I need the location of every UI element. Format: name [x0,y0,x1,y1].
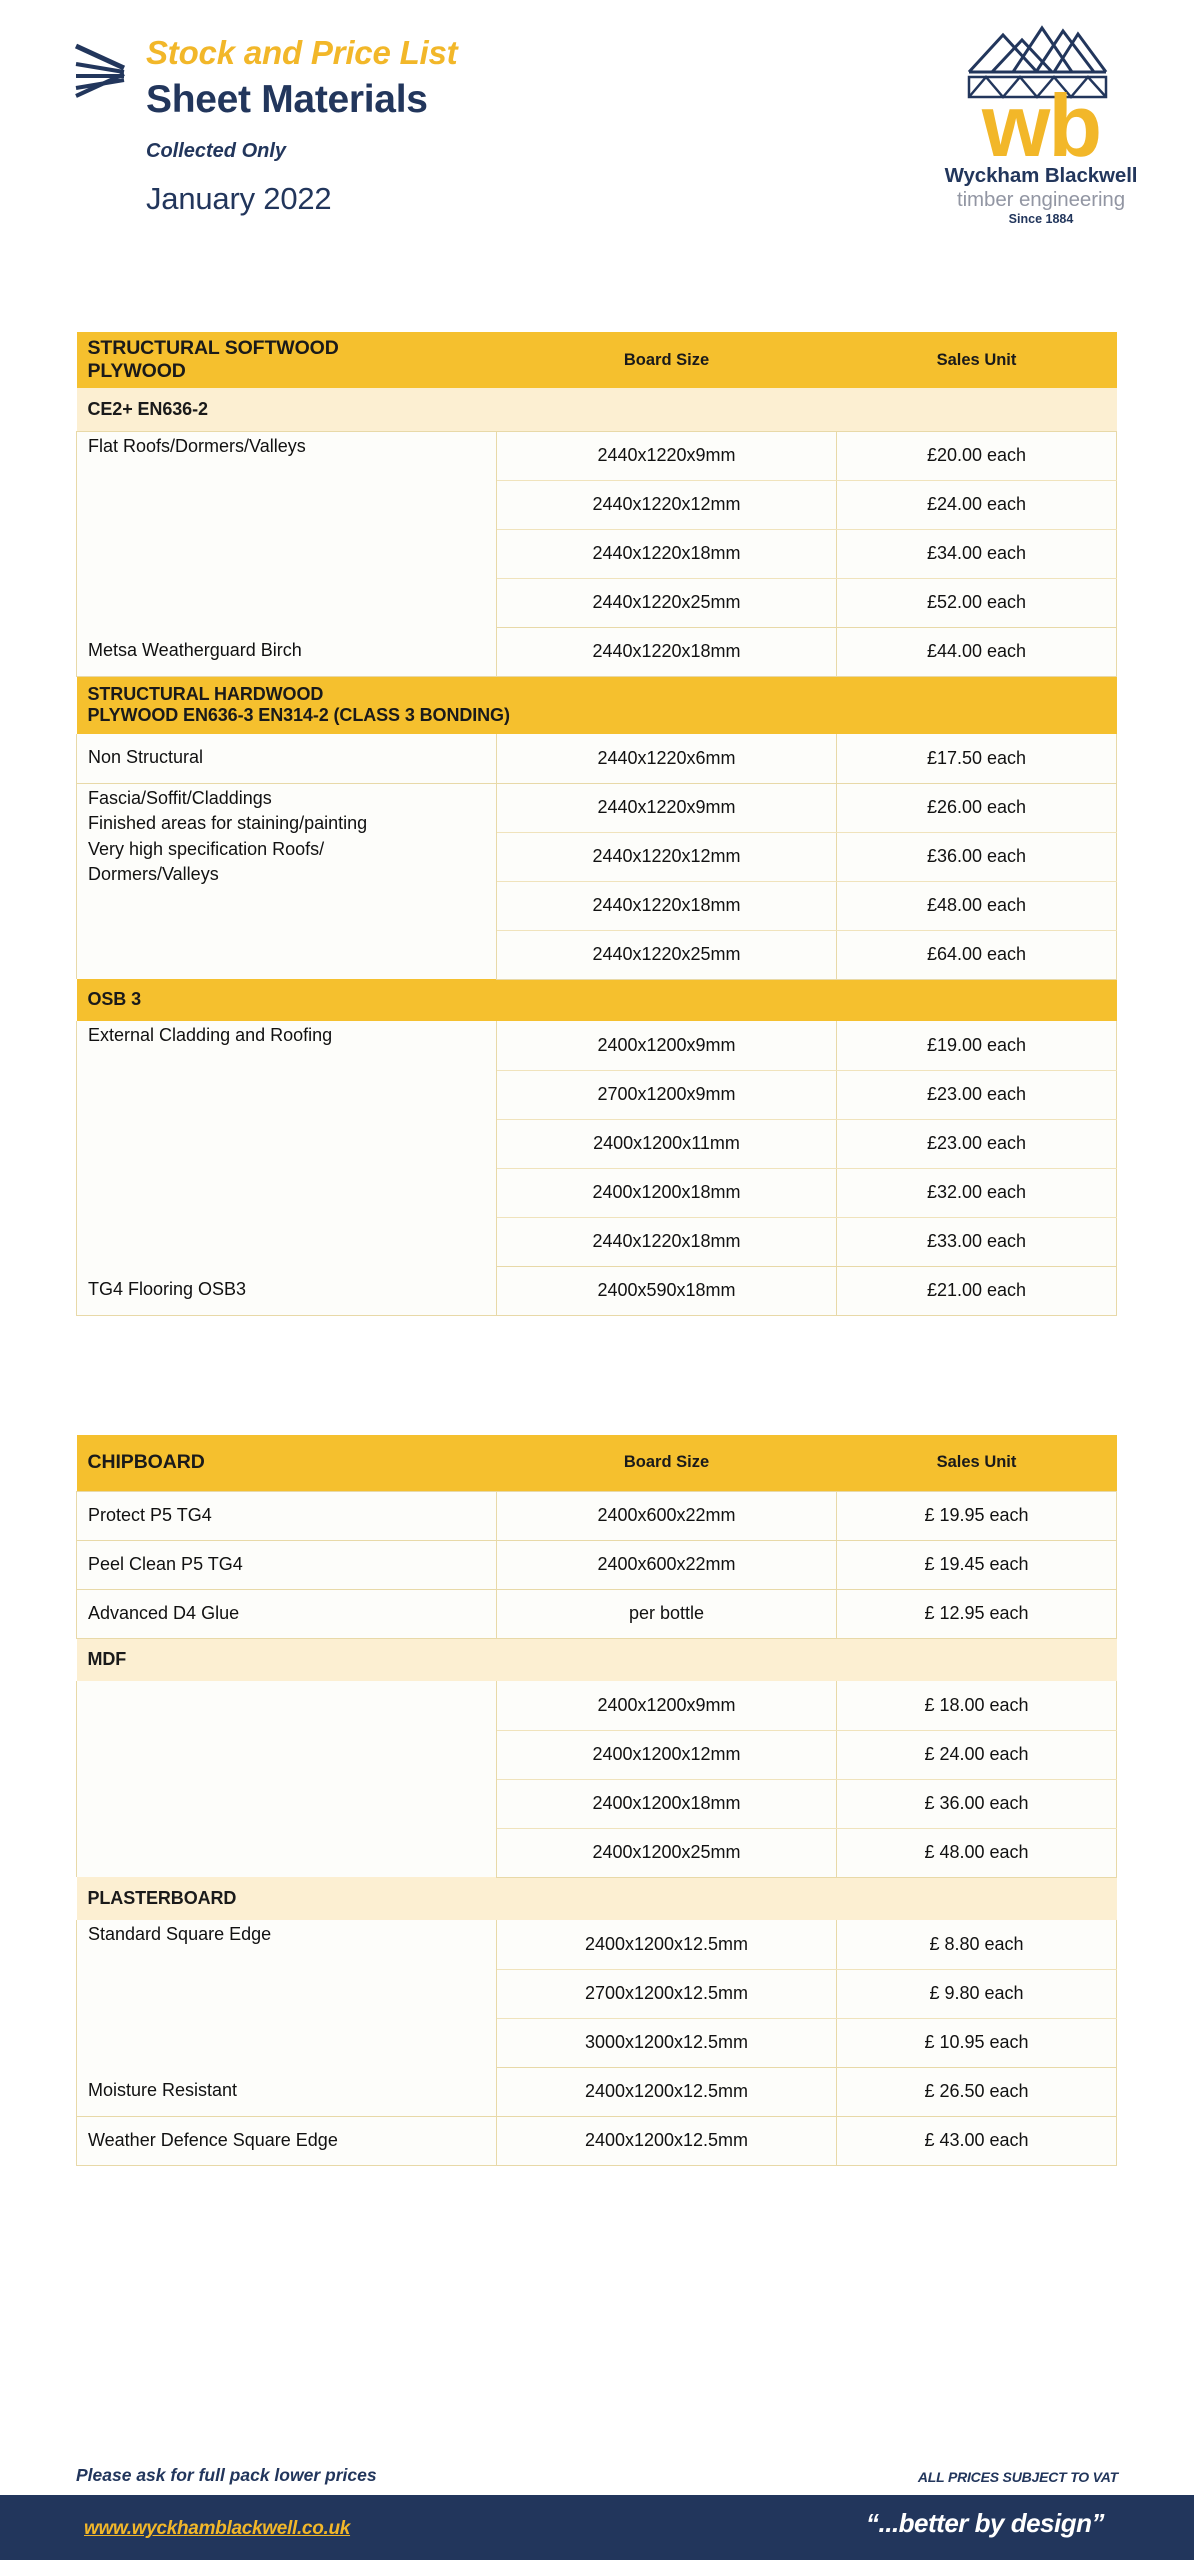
row-unit: £ 36.00 each [837,1779,1117,1828]
row-desc: External Cladding and Roofing [77,1021,497,1266]
section-band-hardwood-line1: STRUCTURAL HARDWOOD [87,683,324,704]
row-size: 2440x1220x9mm [497,783,837,832]
section-band-hardwood-line2: PLYWOOD EN636-3 EN314-2 (CLASS 3 BONDING) [87,705,510,726]
row-size: 2400x1200x12mm [497,1730,837,1779]
section-band-plasterboard-label: PLASTERBOARD [77,1877,1117,1920]
row-size: 2440x1220x18mm [497,1217,837,1266]
row-unit: £26.00 each [837,783,1117,832]
row-size: 2440x1220x9mm [497,431,837,480]
logo-since-label: Since 1884 [1008,212,1074,227]
footer-website-link[interactable]: www.wyckhamblackwell.co.uk [84,2518,351,2539]
section-band-osb3-label: OSB 3 [77,979,1117,1021]
chipboard-table [76,1435,1116,2166]
row-size: 2440x1220x18mm [497,627,837,676]
row-desc: Standard Square Edge [77,1920,497,2067]
row-desc-line: Dormers/Valleys [88,864,219,885]
table-row [77,1266,1117,1315]
row-desc [77,1681,497,1877]
row-desc: Non Structural [77,734,497,783]
table-row [77,1540,1117,1589]
row-unit: £64.00 each [837,930,1117,979]
row-desc: Flat Roofs/Dormers/Valleys [77,431,497,627]
section-band-mdf-label: MDF [77,1638,1117,1681]
row-size: 2400x1200x9mm [497,1681,837,1730]
row-unit: £ 24.00 each [837,1730,1117,1779]
row-size: 2400x1200x12.5mm [497,2067,837,2116]
table1-header-row [77,332,1117,388]
table1-title-line2: PLYWOOD [87,360,186,382]
row-unit: £ 48.00 each [837,1828,1117,1877]
table-row [77,1589,1117,1638]
row-unit: £32.00 each [837,1168,1117,1217]
footer-vat-notice: ALL PRICES SUBJECT TO VAT [917,2469,1118,2485]
footer-note: Please ask for full pack lower prices [76,2465,377,2485]
table-row [77,1021,1117,1070]
table2-title-cell: CHIPBOARD [77,1435,497,1491]
section-band-mdf [77,1638,1117,1681]
section-band-plasterboard [77,1877,1117,1920]
row-unit: £36.00 each [837,832,1117,881]
table-row [77,1681,1117,1730]
table1-title-cell [77,332,497,388]
row-unit: £34.00 each [837,529,1117,578]
row-size: 2400x590x18mm [497,1266,837,1315]
row-unit: £48.00 each [837,881,1117,930]
section-band-osb3 [77,979,1117,1021]
page-header [0,0,1194,300]
row-unit: £20.00 each [837,431,1117,480]
row-size: 2440x1220x25mm [497,930,837,979]
row-desc [77,783,497,979]
page-title-stock: Stock and Price List [146,34,458,71]
company-logo [906,22,1176,226]
section-band-ce2 [77,388,1117,431]
row-size: 2440x1220x18mm [497,881,837,930]
table-row [77,2116,1117,2165]
logo-tagline: timber engineering [957,187,1125,211]
row-desc-line: Finished areas for staining/painting [88,813,368,834]
row-size: 2440x1220x12mm [497,480,837,529]
row-size: 3000x1200x12.5mm [497,2018,837,2067]
row-unit: £ 9.80 each [837,1969,1117,2018]
table-row [77,734,1117,783]
table-row [77,1491,1117,1540]
row-size: 2440x1220x18mm [497,529,837,578]
row-desc: Metsa Weatherguard Birch [77,627,497,676]
table2-header-row [77,1435,1117,1491]
row-size: 2400x1200x18mm [497,1779,837,1828]
page-title-sheet: Sheet Materials [146,78,428,121]
row-unit: £ 19.45 each [837,1540,1117,1589]
row-size: 2400x600x22mm [497,1491,837,1540]
row-unit: £24.00 each [837,480,1117,529]
section-band-ce2-label: CE2+ EN636-2 [77,388,1117,431]
row-size: 2400x1200x12.5mm [497,2116,837,2165]
table-row [77,431,1117,480]
row-size: 2400x1200x9mm [497,1021,837,1070]
logo-wb-letters: wb [981,76,1101,175]
row-desc: TG4 Flooring OSB3 [77,1266,497,1315]
table2-col-board-size: Board Size [497,1435,837,1491]
row-unit: £17.50 each [837,734,1117,783]
section-band-hardwood-cell [77,676,1117,734]
row-unit: £23.00 each [837,1070,1117,1119]
table-row [77,627,1117,676]
table1-col-sales-unit: Sales Unit [837,332,1117,388]
row-unit: £19.00 each [837,1021,1117,1070]
table1-title-line1: STRUCTURAL SOFTWOOD [87,337,339,359]
row-size: 2440x1220x25mm [497,578,837,627]
row-unit: £21.00 each [837,1266,1117,1315]
row-size: 2700x1200x12.5mm [497,1969,837,2018]
chevron-brandmark-icon [72,42,128,100]
title-block [146,36,457,214]
logo-company-name: Wyckham Blackwell [944,164,1138,188]
price-list-month: January 2022 [146,181,332,216]
row-unit: £52.00 each [837,578,1117,627]
row-unit: £ 18.00 each [837,1681,1117,1730]
table1-col-board-size: Board Size [497,332,837,388]
row-desc: Protect P5 TG4 [77,1491,497,1540]
section-band-hardwood [77,676,1117,734]
row-desc: Weather Defence Square Edge [77,2116,497,2165]
row-desc: Advanced D4 Glue [77,1589,497,1638]
row-size: 2400x1200x12.5mm [497,1920,837,1969]
table-row [77,783,1117,832]
row-desc: Peel Clean P5 TG4 [77,1540,497,1589]
plywood-table [76,332,1116,1316]
row-size: per bottle [497,1589,837,1638]
row-unit: £23.00 each [837,1119,1117,1168]
row-size: 2700x1200x9mm [497,1070,837,1119]
row-unit: £ 10.95 each [837,2018,1117,2067]
row-desc-line: Very high specification Roofs/ [88,838,325,859]
row-unit: £ 26.50 each [837,2067,1117,2116]
row-size: 2400x1200x25mm [497,1828,837,1877]
row-size: 2400x1200x11mm [497,1119,837,1168]
table2-col-sales-unit: Sales Unit [837,1435,1117,1491]
row-unit: £ 8.80 each [837,1920,1117,1969]
table-row [77,2067,1117,2116]
row-size: 2440x1220x6mm [497,734,837,783]
row-unit: £33.00 each [837,1217,1117,1266]
row-size: 2400x1200x18mm [497,1168,837,1217]
footer-slogan: “...better by design” [866,2508,1104,2538]
row-desc: Moisture Resistant [77,2067,497,2116]
row-size: 2440x1220x12mm [497,832,837,881]
row-size: 2400x600x22mm [497,1540,837,1589]
row-unit: £ 43.00 each [837,2116,1117,2165]
row-unit: £ 19.95 each [837,1491,1117,1540]
row-unit: £44.00 each [837,627,1117,676]
row-unit: £ 12.95 each [837,1589,1117,1638]
collected-only-label: Collected Only [146,140,287,162]
row-desc-line: Fascia/Soffit/Claddings [88,787,272,808]
table-row [77,1920,1117,1969]
